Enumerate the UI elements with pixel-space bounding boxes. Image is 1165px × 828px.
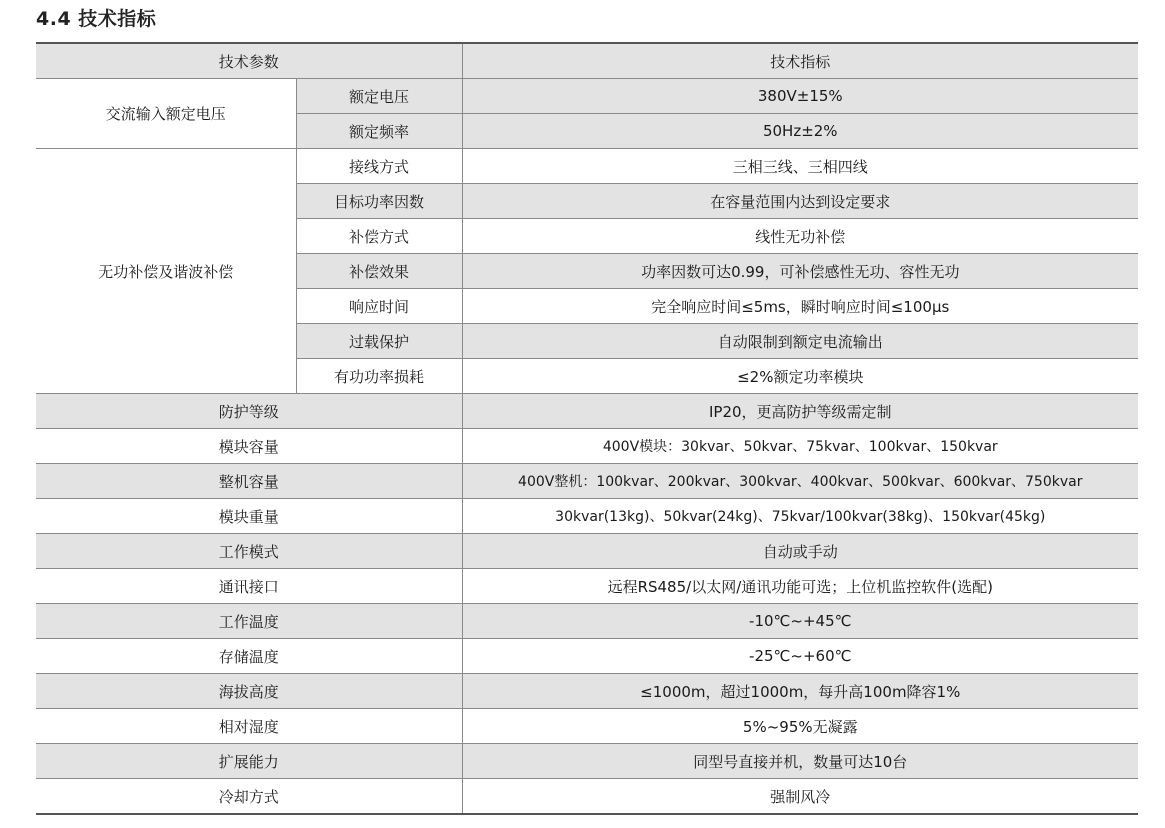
row-value: 完全响应时间≤5ms，瞬时响应时间≤100μs [462,289,1138,324]
section-heading [36,4,156,31]
header-param: 技术参数 [36,43,462,79]
section-title: 技术指标 [78,8,157,30]
row-item: 接线方式 [296,149,462,184]
table-row [36,79,1138,114]
row-item: 补偿方式 [296,219,462,254]
row-item: 补偿效果 [296,254,462,289]
row-param: 整机容量 [36,464,462,499]
row-item: 过载保护 [296,324,462,359]
row-param: 模块容量 [36,429,462,464]
row-value: 同型号直接并机，数量可达10台 [462,744,1138,779]
row-item: 目标功率因数 [296,184,462,219]
row-value: IP20，更高防护等级需定制 [462,394,1138,429]
table-row [36,779,1138,815]
table-row [36,394,1138,429]
table-row [36,604,1138,639]
table-row [36,639,1138,674]
table-row [36,464,1138,499]
table-row [36,674,1138,709]
row-value: 三相三线、三相四线 [462,149,1138,184]
row-param: 通讯接口 [36,569,462,604]
row-param: 工作温度 [36,604,462,639]
table-row [36,569,1138,604]
table-row [36,429,1138,464]
row-value: 线性无功补偿 [462,219,1138,254]
table-row [36,149,1138,184]
row-item: 有功功率损耗 [296,359,462,394]
row-value: 自动或手动 [462,534,1138,569]
group-label-comp: 无功补偿及谐波补偿 [36,149,296,394]
row-value: -10℃~+45℃ [462,604,1138,639]
row-param: 冷却方式 [36,779,462,815]
table-row [36,534,1138,569]
row-value: 400V模块：30kvar、50kvar、75kvar、100kvar、150kvar [462,429,1138,464]
row-value: -25℃~+60℃ [462,639,1138,674]
section-number: 4.4 [36,8,72,30]
row-item: 额定电压 [296,79,462,114]
row-value: 远程RS485/以太网/通讯功能可选；上位机监控软件(选配) [462,569,1138,604]
row-param: 海拔高度 [36,674,462,709]
row-param: 模块重量 [36,499,462,534]
row-value: 5%~95%无凝露 [462,709,1138,744]
spec-table [36,42,1138,815]
row-value: 在容量范围内达到设定要求 [462,184,1138,219]
row-param: 扩展能力 [36,744,462,779]
row-value: 功率因数可达0.99，可补偿感性无功、容性无功 [462,254,1138,289]
table-row [36,744,1138,779]
row-param: 防护等级 [36,394,462,429]
row-value: 强制风冷 [462,779,1138,815]
row-value: ≤1000m，超过1000m，每升高100m降容1% [462,674,1138,709]
table-header-row [36,43,1138,79]
table-row [36,709,1138,744]
row-param: 存储温度 [36,639,462,674]
row-value: 50Hz±2% [462,114,1138,149]
row-param: 工作模式 [36,534,462,569]
row-value: 380V±15% [462,79,1138,114]
row-item: 响应时间 [296,289,462,324]
row-item: 额定频率 [296,114,462,149]
group-label-ac: 交流输入额定电压 [36,79,296,149]
row-param: 相对湿度 [36,709,462,744]
row-value: ≤2%额定功率模块 [462,359,1138,394]
header-spec: 技术指标 [462,43,1138,79]
row-value: 400V整机：100kvar、200kvar、300kvar、400kvar、500kvar、600kvar、750kvar [462,464,1138,499]
table-row [36,499,1138,534]
row-value: 30kvar(13kg)、50kvar(24kg)、75kvar/100kvar(38kg)、150kvar(45kg) [462,499,1138,534]
row-value: 自动限制到额定电流输出 [462,324,1138,359]
